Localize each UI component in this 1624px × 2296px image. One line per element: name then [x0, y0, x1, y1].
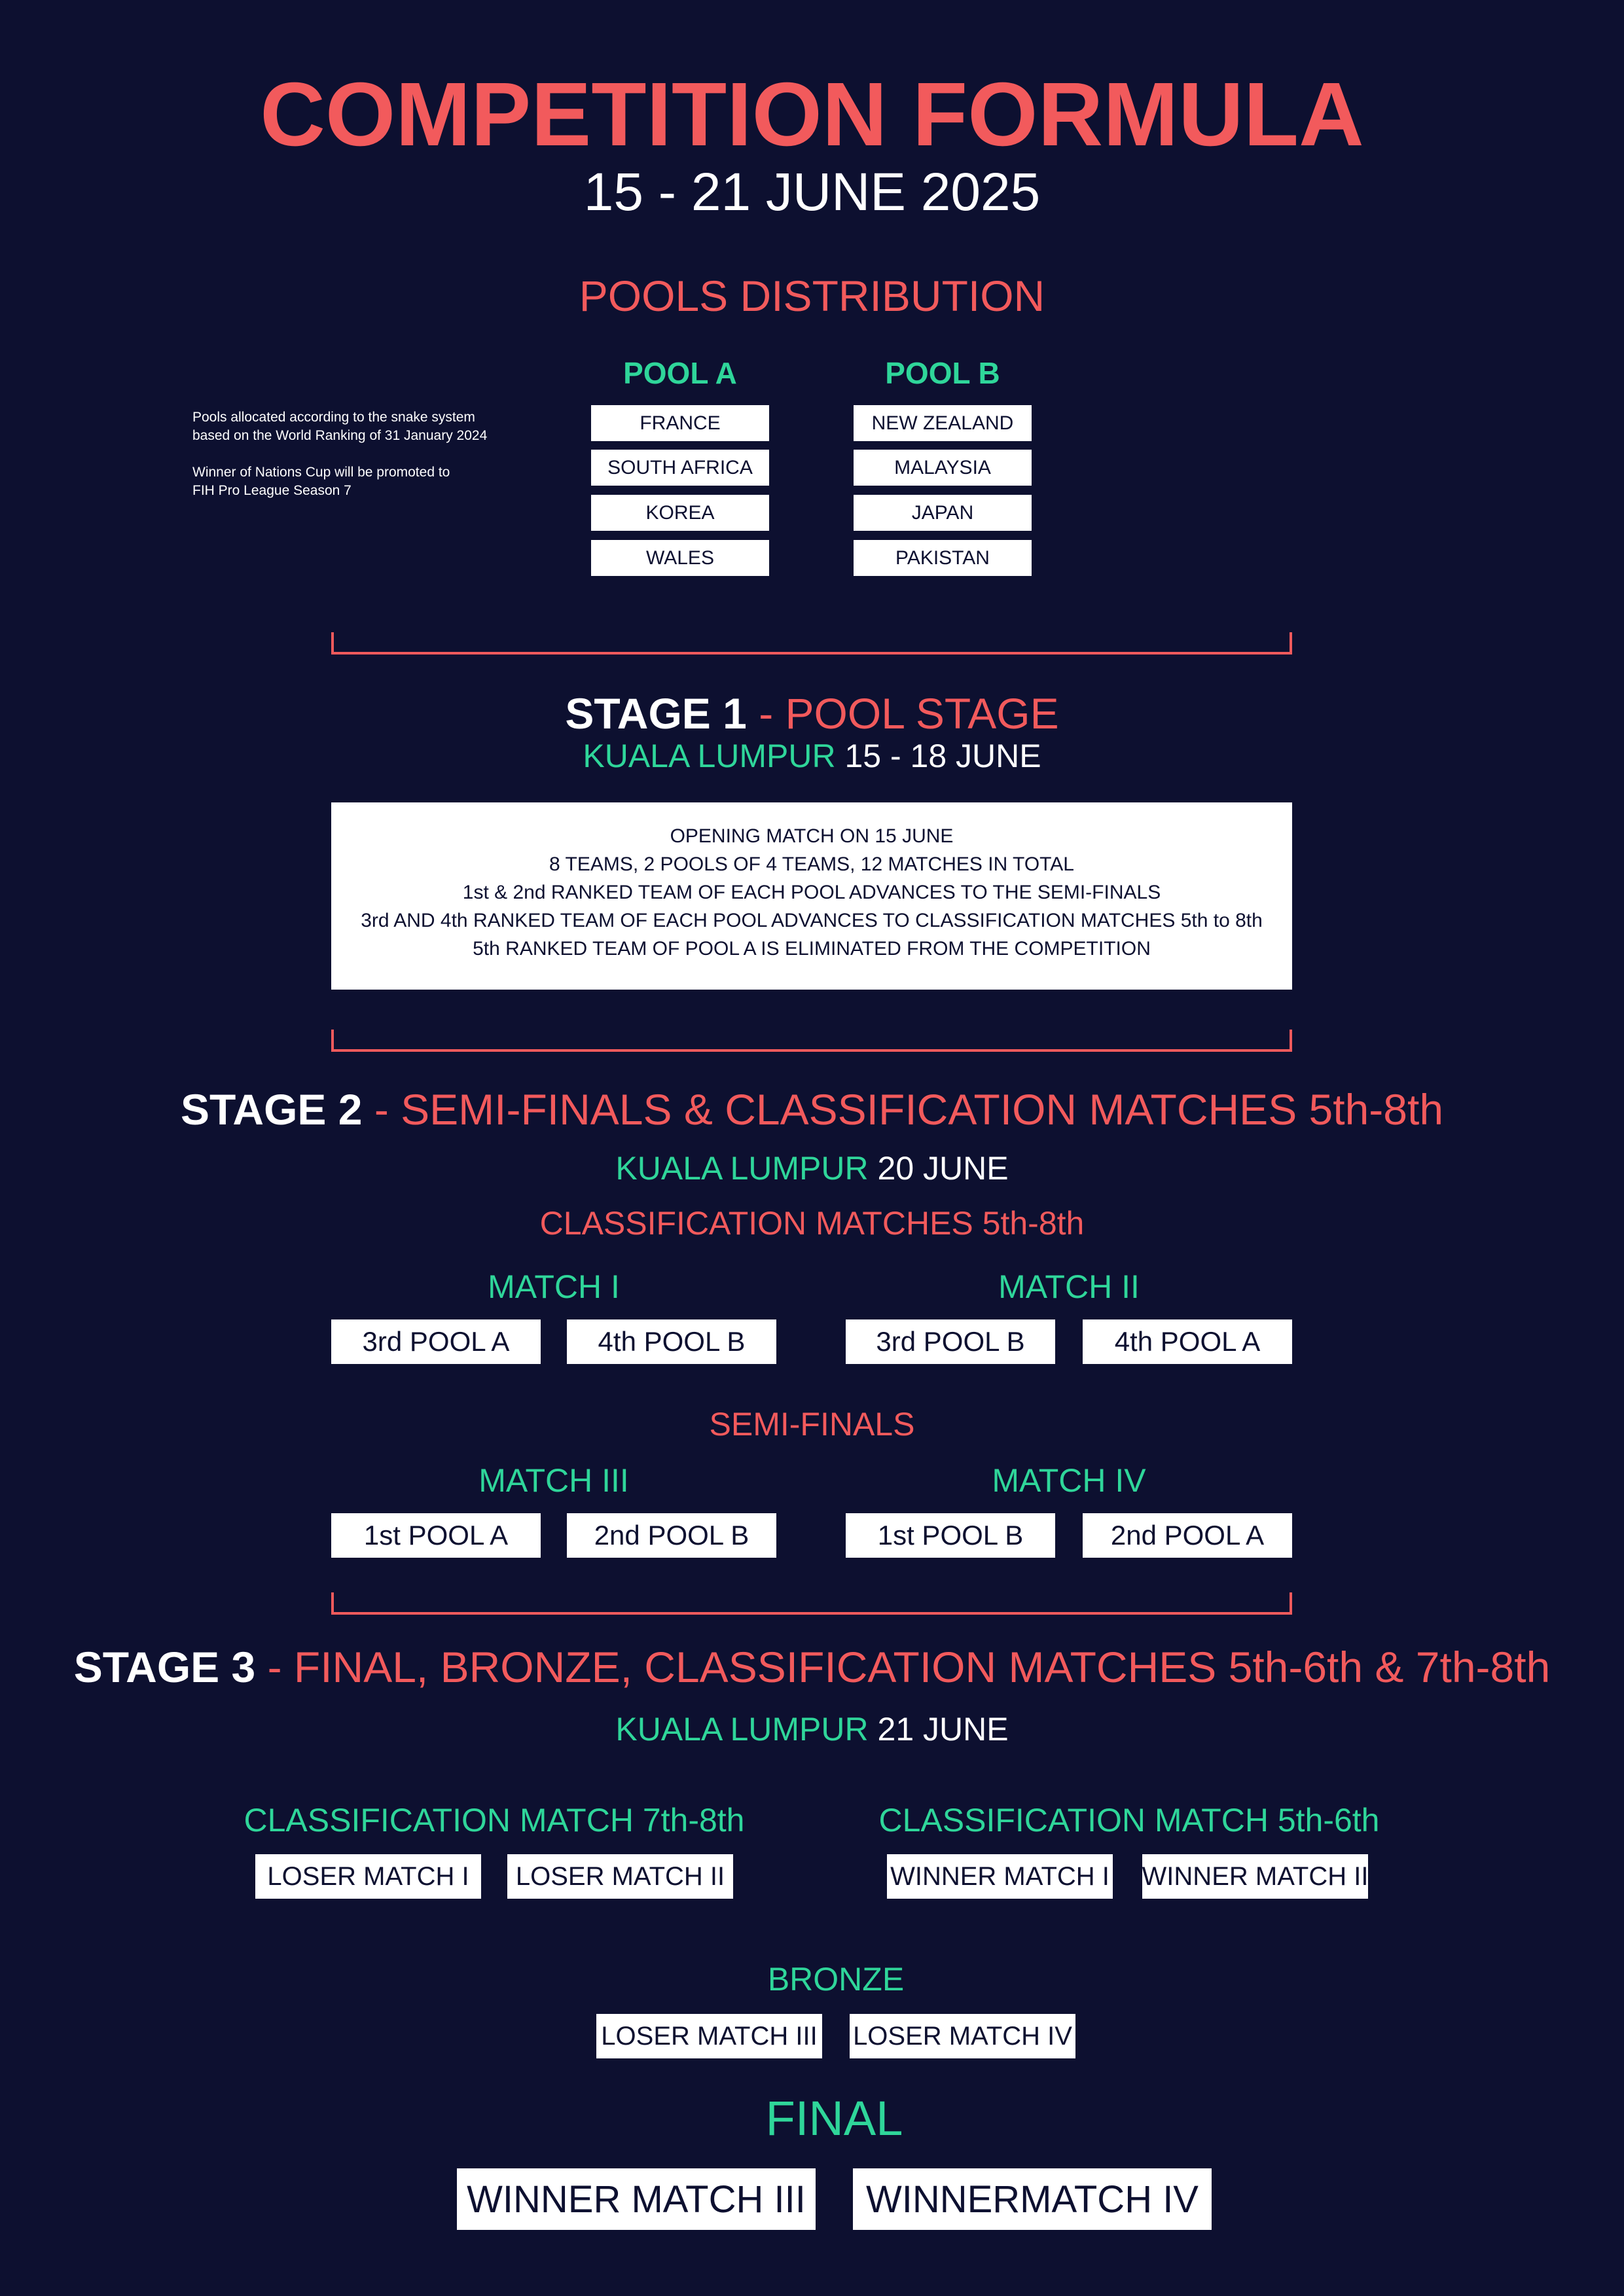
section-divider [331, 1592, 1292, 1615]
section-divider [331, 632, 1292, 655]
semis-heading: SEMI-FINALS [709, 1406, 915, 1443]
class78-team: LOSER MATCH II [507, 1854, 733, 1899]
pool-a-team: FRANCE [591, 405, 769, 441]
match4-team: 1st POOL B [846, 1513, 1055, 1558]
stage2-label: STAGE 2 [180, 1085, 363, 1134]
match3-heading: MATCH III [478, 1462, 629, 1499]
final-heading: FINAL [765, 2091, 903, 2145]
stage1-city: KUALA LUMPUR [583, 738, 836, 774]
stage3-location [0, 1709, 1624, 1749]
pools-heading: POOLS DISTRIBUTION [579, 272, 1045, 320]
pool-b-team: JAPAN [854, 495, 1032, 531]
stage3-title: - FINAL, BRONZE, CLASSIFICATION MATCHES 5th-6th & 7th-8th [255, 1643, 1551, 1691]
class56-team: WINNER MATCH II [1142, 1854, 1368, 1899]
stage1-info-line: 8 TEAMS, 2 POOLS OF 4 TEAMS, 12 MATCHES IN TOTAL [549, 853, 1074, 875]
pools-note-line: based on the World Ranking of 31 January 2024 [192, 428, 488, 443]
event-dates: 15 - 21 JUNE 2025 [583, 162, 1041, 222]
match1-team: 3rd POOL A [331, 1319, 541, 1364]
class78-team: LOSER MATCH I [255, 1854, 481, 1899]
stage2-heading [0, 1083, 1624, 1136]
stage1-title: - POOL STAGE [746, 689, 1059, 738]
pool-a-heading: POOL A [623, 356, 737, 390]
match2-team: 3rd POOL B [846, 1319, 1055, 1364]
match4-heading: MATCH IV [992, 1462, 1146, 1499]
stage2-dates: 20 JUNE [868, 1150, 1009, 1187]
section-divider [331, 1030, 1292, 1052]
match4-team: 2nd POOL A [1083, 1513, 1292, 1558]
stage3-city: KUALA LUMPUR [615, 1711, 869, 1748]
class56-team: WINNER MATCH I [887, 1854, 1113, 1899]
class56-heading: CLASSIFICATION MATCH 5th-6th [878, 1802, 1380, 1839]
class78-heading: CLASSIFICATION MATCH 7th-8th [244, 1802, 745, 1839]
pool-b-team: NEW ZEALAND [854, 405, 1032, 441]
pools-note [192, 408, 487, 500]
stage1-info-line: 1st & 2nd RANKED TEAM OF EACH POOL ADVANCES TO THE SEMI-FINALS [462, 882, 1161, 903]
stage1-heading [0, 687, 1624, 740]
pool-b-team: MALAYSIA [854, 450, 1032, 486]
classification-heading: CLASSIFICATION MATCHES 5th-8th [539, 1205, 1085, 1242]
pools-note-line: Winner of Nations Cup will be promoted to [192, 465, 450, 480]
stage1-info-box [331, 802, 1292, 990]
bronze-heading: BRONZE [767, 1961, 905, 1998]
pools-note-line: FIH Pro League Season 7 [192, 483, 352, 498]
pools-note-line: Pools allocated according to the snake system [192, 410, 475, 425]
match1-team: 4th POOL B [567, 1319, 776, 1364]
stage3-heading [0, 1641, 1624, 1693]
final-team: WINNERMATCH IV [853, 2168, 1212, 2230]
pool-b-heading: POOL B [885, 356, 1000, 390]
stage2-title: - SEMI-FINALS & CLASSIFICATION MATCHES 5th-8th [362, 1085, 1444, 1134]
stage2-city: KUALA LUMPUR [615, 1150, 869, 1187]
match2-team: 4th POOL A [1083, 1319, 1292, 1364]
stage1-label: STAGE 1 [565, 689, 747, 738]
stage1-info-line: 3rd AND 4th RANKED TEAM OF EACH POOL ADVANCES TO CLASSIFICATION MATCHES 5th to 8th [361, 910, 1263, 931]
pool-a-team: KOREA [591, 495, 769, 531]
match3-team: 1st POOL A [331, 1513, 541, 1558]
stage2-location [0, 1148, 1624, 1189]
bronze-team: LOSER MATCH IV [850, 2014, 1075, 2058]
stage1-location [0, 736, 1624, 776]
page-title: COMPETITION FORMULA [260, 64, 1364, 165]
match1-heading: MATCH I [488, 1268, 620, 1305]
bronze-team: LOSER MATCH III [596, 2014, 822, 2058]
stage1-info-line: 5th RANKED TEAM OF POOL A IS ELIMINATED FROM THE COMPETITION [473, 938, 1151, 960]
pool-b-team: PAKISTAN [854, 540, 1032, 576]
final-team: WINNER MATCH III [457, 2168, 816, 2230]
stage3-dates: 21 JUNE [868, 1711, 1009, 1748]
stage3-label: STAGE 3 [73, 1643, 256, 1691]
pool-a-team: WALES [591, 540, 769, 576]
pool-a-team: SOUTH AFRICA [591, 450, 769, 486]
match3-team: 2nd POOL B [567, 1513, 776, 1558]
stage1-dates: 15 - 18 JUNE [835, 738, 1041, 774]
match2-heading: MATCH II [998, 1268, 1140, 1305]
stage1-info-line: OPENING MATCH ON 15 JUNE [670, 825, 954, 847]
